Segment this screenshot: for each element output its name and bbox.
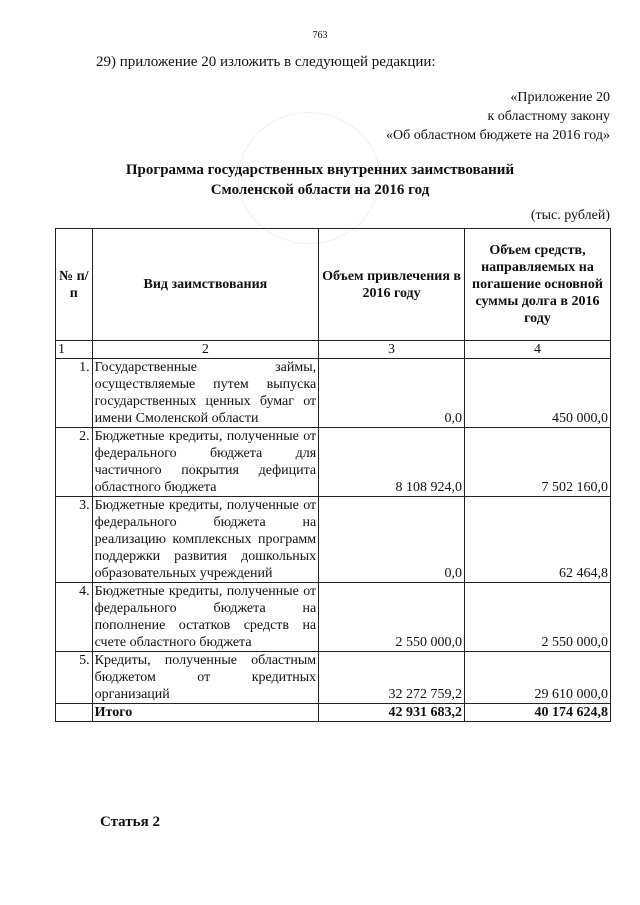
row-attract-value: 0,0 — [319, 359, 465, 428]
header-borrowing-type: Вид заимствования — [92, 229, 319, 341]
row-borrowing-type: Кредиты, полученные областным бюджетом от кредитных организаций — [92, 652, 319, 704]
header-number: № п/п — [56, 229, 93, 341]
row-repay-value: 7 502 160,0 — [464, 428, 610, 497]
title-line-2: Смоленской области на 2016 год — [210, 182, 430, 198]
column-index: 3 — [319, 341, 465, 359]
title-line-1: Программа государственных внутренних заимствований — [125, 162, 515, 178]
page-number: 763 — [312, 30, 328, 41]
article-heading: Статья 2 — [100, 814, 160, 830]
row-repay-value: 450 000,0 — [464, 359, 610, 428]
table-row — [56, 428, 611, 497]
row-borrowing-type: Бюджетные кредиты, полученные от федерального бюджета на реализацию комплексных программ поддержки развития дошкольных образовательных учреждений — [92, 497, 319, 583]
row-attract-value: 8 108 924,0 — [319, 428, 465, 497]
units-label: (тыс. рублей) — [530, 208, 610, 223]
column-index: 1 — [56, 341, 93, 359]
row-attract-value: 2 550 000,0 — [319, 583, 465, 652]
total-label: Итого — [92, 704, 319, 722]
row-borrowing-type: Бюджетные кредиты, полученные от федерального бюджета на пополнение остатков средств на счете областного бюджета — [92, 583, 319, 652]
total-number-cell — [56, 704, 93, 722]
column-index: 2 — [92, 341, 319, 359]
amendment-intro: 29) приложение 20 изложить в следующей редакции: — [96, 54, 436, 70]
document-title — [0, 160, 640, 200]
table-row — [56, 583, 611, 652]
row-borrowing-type: Бюджетные кредиты, полученные от федерального бюджета для частичного покрытия дефицита областного бюджета — [92, 428, 319, 497]
annex-line-3: «Об областном бюджете на 2016 год» — [386, 128, 610, 143]
row-borrowing-type: Государственные займы, осуществляемые путем выпуска государственных ценных бумаг от имени Смоленской области — [92, 359, 319, 428]
header-attract-volume: Объем привлечения в 2016 году — [319, 229, 465, 341]
row-repay-value: 2 550 000,0 — [464, 583, 610, 652]
row-attract-value: 0,0 — [319, 497, 465, 583]
table-row — [56, 652, 611, 704]
total-attract-value: 42 931 683,2 — [319, 704, 465, 722]
table-header-row — [56, 229, 611, 341]
annex-line-2: к областному закону — [487, 109, 610, 124]
column-index: 4 — [464, 341, 610, 359]
row-repay-value: 29 610 000,0 — [464, 652, 610, 704]
table-row — [56, 497, 611, 583]
row-number: 3. — [56, 497, 93, 583]
total-repay-value: 40 174 624,8 — [464, 704, 610, 722]
row-number: 2. — [56, 428, 93, 497]
row-number: 5. — [56, 652, 93, 704]
row-number: 4. — [56, 583, 93, 652]
table-row — [56, 359, 611, 428]
header-repay-volume: Объем средств, направляемых на погашение основной суммы долга в 2016 году — [464, 229, 610, 341]
total-row — [56, 704, 611, 722]
row-attract-value: 32 272 759,2 — [319, 652, 465, 704]
annex-line-1: «Приложение 20 — [510, 90, 610, 105]
column-index-row — [56, 341, 611, 359]
row-number: 1. — [56, 359, 93, 428]
row-repay-value: 62 464,8 — [464, 497, 610, 583]
annex-header — [386, 88, 610, 145]
borrowing-table — [55, 228, 611, 722]
